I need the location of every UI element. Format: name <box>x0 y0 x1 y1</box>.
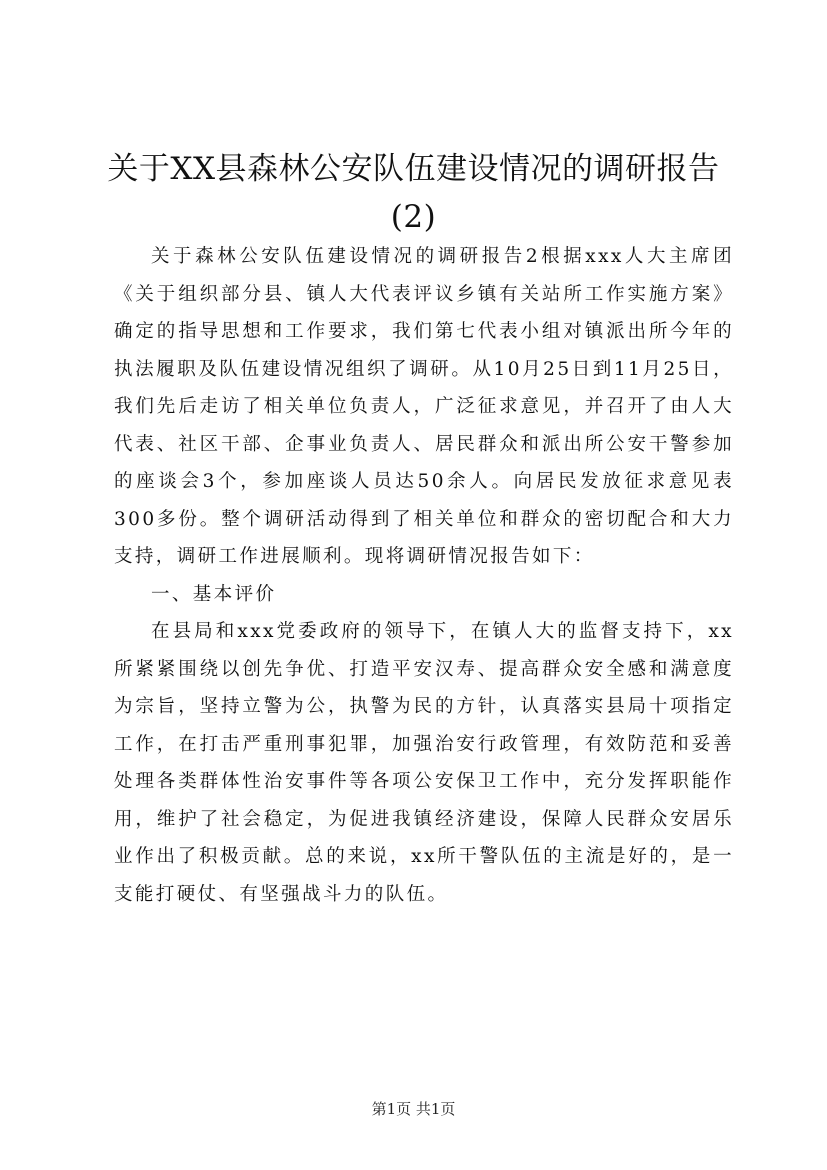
section-heading-basic-evaluation: 一、基本评价 <box>151 583 277 605</box>
document-body <box>114 238 734 913</box>
paragraph-evaluation: 在县局和xxx党委政府的领导下，在镇人大的监督支持下，xx所紧紧围绕以创先争优、打造平安汉寿、提高群众安全感和满意度为宗旨，坚持立警为公，执警为民的方针，认真落实县局十项指定工作，在打击严重刑事犯罪，加强治安行政管理，有效防范和妥善处理各类群体性治安事件等各项公安保卫工作中，充分发挥职能作用，维护了社会稳定，为促进我镇经济建设，保障人民群众安居乐业作出了积极贡献。总的来说，xx所干警队伍的主流是好的，是一支能打硬仗、有坚强战斗力的队伍。 <box>114 621 734 905</box>
paragraph-intro: 关于森林公安队伍建设情况的调研报告2根据xxx人大主席团《关于组织部分县、镇人大代表评议乡镇有关站所工作实施方案》确定的指导思想和工作要求，我们第七代表小组对镇派出所今年的执法履职及队伍建设情况组织了调研。从10月25日到11月25日，我们先后走访了相关单位负责人，广泛征求意见，并召开了由人大代表、社区干部、企事业负责人、居民群众和派出所公安干警参加的座谈会3个，参加座谈人员达50余人。向居民发放征求意见表300多份。整个调研活动得到了相关单位和群众的密切配合和大力支持，调研工作进展顺利。现将调研情况报告如下： <box>114 246 734 567</box>
page-footer: 第1页 共1页 <box>371 1100 456 1118</box>
document-title: 关于XX县森林公安队伍建设情况的调研报告(2) <box>107 151 720 235</box>
